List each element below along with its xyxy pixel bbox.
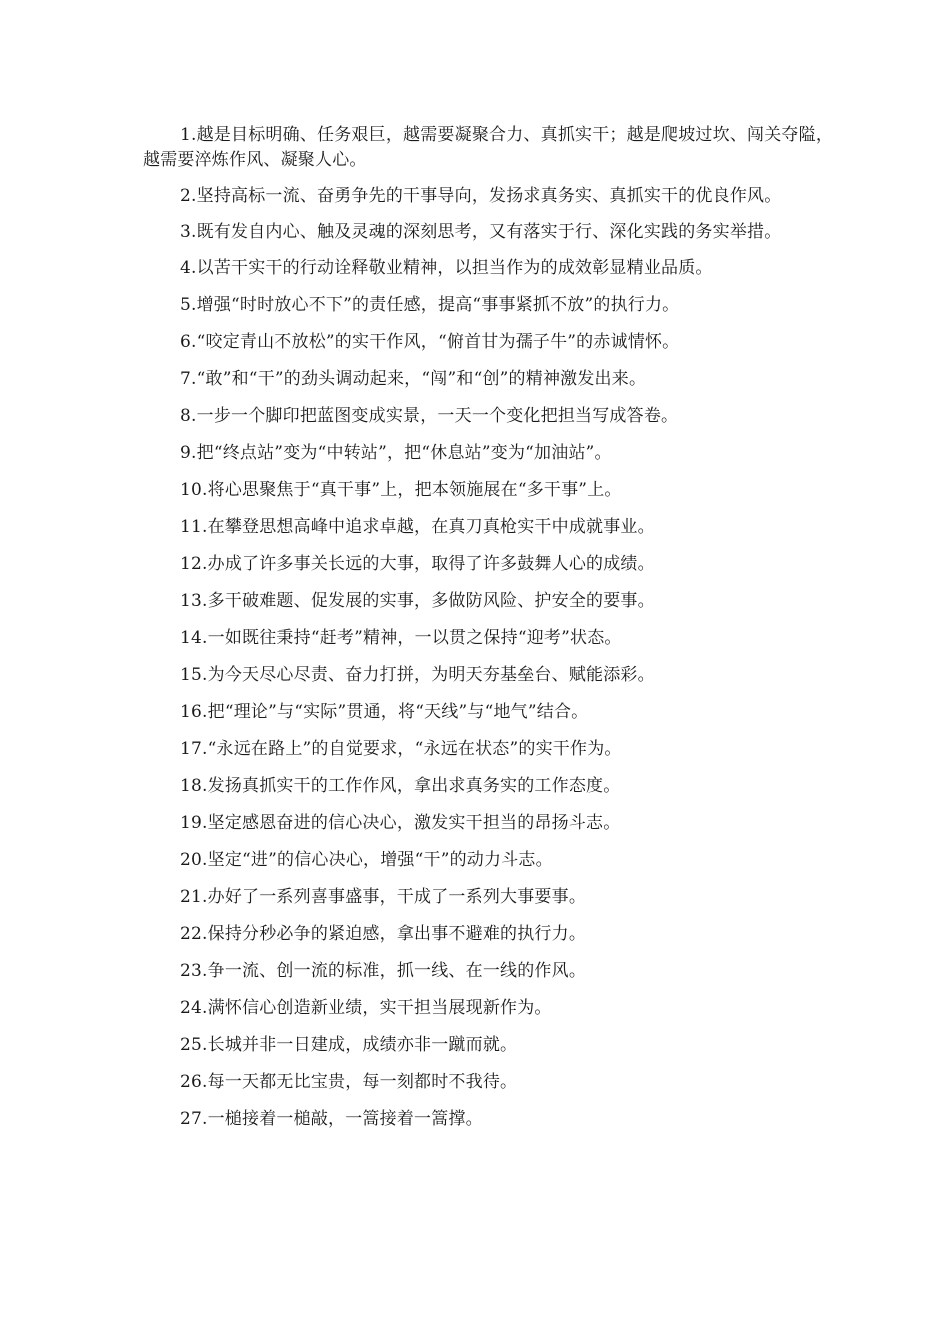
paragraph-5: 5.增强“时时放心不下”的责任感，提高“事事紧抓不放”的执行力。 bbox=[180, 295, 680, 315]
paragraph-26: 26.每一天都无比宝贵，每一刻都时不我待。 bbox=[180, 1072, 518, 1092]
paragraph-14: 14.一如既往秉持“赶考”精神，一以贯之保持“迎考”状态。 bbox=[180, 628, 622, 648]
paragraph-15: 15.为今天尽心尽责、奋力打拼，为明天夯基垒台、赋能添彩。 bbox=[180, 665, 655, 685]
paragraph-3: 3.既有发自内心、触及灵魂的深刻思考，又有落实于行、深化实践的务实举措。 bbox=[180, 222, 782, 242]
document-body bbox=[143, 123, 835, 1144]
paragraph-25: 25.长城并非一日建成，成绩亦非一蹴而就。 bbox=[180, 1035, 518, 1055]
paragraph-13: 13.多干破难题、促发展的实事，多做防风险、护安全的要事。 bbox=[180, 591, 655, 611]
paragraph-12: 12.办成了许多事关长远的大事，取得了许多鼓舞人心的成绩。 bbox=[180, 554, 655, 574]
paragraph-11: 11.在攀登思想高峰中追求卓越，在真刀真枪实干中成就事业。 bbox=[180, 517, 655, 537]
paragraph-18: 18.发扬真抓实干的工作作风，拿出求真务实的工作态度。 bbox=[180, 776, 621, 796]
paragraph-2: 2.坚持高标一流、奋勇争先的干事导向，发扬求真务实、真抓实干的优良作风。 bbox=[180, 186, 782, 206]
paragraph-8: 8.一步一个脚印把蓝图变成实景，一天一个变化把担当写成答卷。 bbox=[180, 406, 679, 426]
paragraph-24: 24.满怀信心创造新业绩，实干担当展现新作为。 bbox=[180, 998, 552, 1018]
paragraph-19: 19.坚定感恩奋进的信心决心，激发实干担当的昂扬斗志。 bbox=[180, 813, 621, 833]
paragraph-17: 17.“永远在路上”的自觉要求，“永远在状态”的实干作为。 bbox=[180, 739, 622, 759]
paragraph-21: 21.办好了一系列喜事盛事，干成了一系列大事要事。 bbox=[180, 887, 587, 907]
paragraph-1: 1.越是目标明确、任务艰巨，越需要凝聚合力、真抓实干；越是爬坡过坎、闯关夺隘，越需要淬炼作风、凝聚人心。 bbox=[143, 125, 834, 170]
paragraph-16: 16.把“理论”与“实际”贯通，将“天线”与“地气”结合。 bbox=[180, 702, 589, 722]
paragraph-20: 20.坚定“进”的信心决心，增强“干”的动力斗志。 bbox=[180, 850, 553, 870]
paragraph-4: 4.以苦干实干的行动诠释敬业精神，以担当作为的成效彰显精业品质。 bbox=[180, 258, 713, 278]
paragraph-23: 23.争一流、创一流的标准，抓一线、在一线的作风。 bbox=[180, 961, 587, 981]
paragraph-10: 10.将心思聚焦于“真干事”上，把本领施展在“多干事”上。 bbox=[180, 480, 622, 500]
paragraph-6: 6.“咬定青山不放松”的实干作风，“俯首甘为孺子牛”的赤诚情怀。 bbox=[180, 332, 680, 352]
paragraph-22: 22.保持分秒必争的紧迫感，拿出事不避难的执行力。 bbox=[180, 924, 587, 944]
paragraph-27: 27.一槌接着一槌敲，一篙接着一篙撑。 bbox=[180, 1109, 483, 1129]
paragraph-7: 7.“敢”和“干”的劲头调动起来，“闯”和“创”的精神激发出来。 bbox=[180, 369, 647, 389]
paragraph-9: 9.把“终点站”变为“中转站”，把“休息站”变为“加油站”。 bbox=[180, 443, 612, 463]
